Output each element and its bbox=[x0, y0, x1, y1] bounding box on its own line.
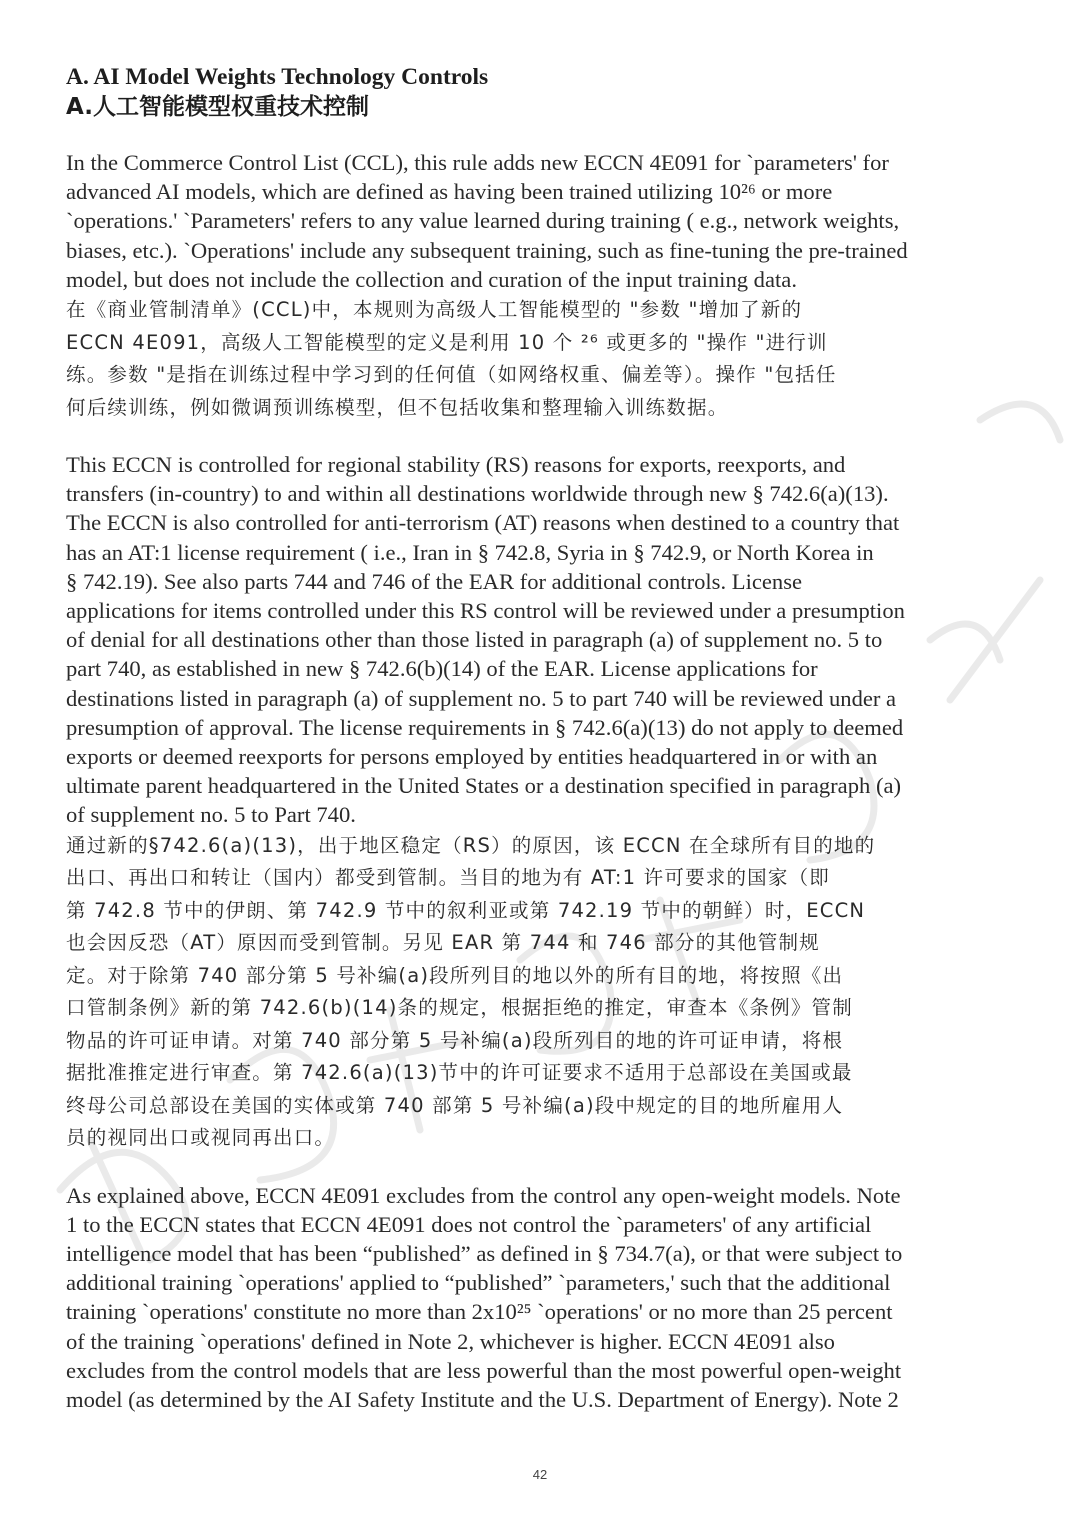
text-line: ECCN 4E091，高级人工智能模型的定义是利用 10 个 ²⁶ 或更多的 "操作 "进行训 bbox=[66, 330, 828, 354]
text-line: 员的视同出口或视同再出口。 bbox=[66, 1126, 336, 1150]
text-line: 练。参数 "是指在训练过程中学习到的任何值（如网络权重、偏差等）。操作 "包括任 bbox=[66, 363, 837, 387]
text-line: model (as determined by the AI Safety Institute and the U.S. Department of Energy). Note 2 bbox=[66, 1387, 899, 1413]
text-line: 通过新的§742.6(a)(13)，出于地区稳定（RS）的原因，该 ECCN 在全球所有目的地的 bbox=[66, 833, 876, 857]
text-line: 在《商业管制清单》(CCL)中，本规则为高级人工智能模型的 "参数 "增加了新的 bbox=[66, 298, 803, 322]
section-heading-english: A. AI Model Weights Technology Controls bbox=[66, 64, 489, 90]
paragraph-1-english bbox=[66, 148, 1016, 294]
text-line: exports or deemed reexports for persons employed by entities headquartered in or with an bbox=[66, 744, 878, 770]
paragraph-1-chinese bbox=[66, 294, 1016, 424]
text-line: The ECCN is also controlled for anti-terrorism (AT) reasons when destined to a country that bbox=[66, 510, 900, 536]
text-line: In the Commerce Control List (CCL), this rule adds new ECCN 4E091 for `parameters' for bbox=[66, 150, 889, 175]
text-line: 第 742.8 节中的伊朗、第 742.9 节中的叙利亚或第 742.19 节中的朝鲜）时，ECCN bbox=[66, 898, 866, 922]
text-line: training `operations' constitute no more than 2x10²⁵ `operations' or no more than 25 percent bbox=[66, 1299, 893, 1325]
paragraph-2-chinese bbox=[66, 830, 1016, 1155]
text-line: 1 to the ECCN states that ECCN 4E091 does not control the `parameters' of any artificial bbox=[66, 1211, 872, 1237]
text-line: presumption of approval. The license requirements in § 742.6(a)(13) do not apply to deemed bbox=[66, 714, 904, 740]
paragraph-2-english bbox=[66, 450, 1016, 830]
text-line: 据批准推定进行审查。第 742.6(a)(13)节中的许可证要求不适用于总部设在美国或最 bbox=[66, 1061, 853, 1085]
text-line: This ECCN is controlled for regional stability (RS) reasons for exports, reexports, and bbox=[66, 452, 846, 478]
text-line: destinations listed in paragraph (a) of supplement no. 5 to part 740 will be reviewed under a bbox=[66, 685, 897, 711]
text-line: of denial for all destinations other than those listed in paragraph (a) of supplement no. 5 to bbox=[66, 627, 883, 653]
text-line: of supplement no. 5 to Part 740. bbox=[66, 802, 356, 828]
text-line: additional training `operations' applied to “published” `parameters,' such that the additional bbox=[66, 1270, 891, 1296]
paragraph-3-english bbox=[66, 1181, 1016, 1415]
text-line: 物品的许可证申请。对第 740 部分第 5 号补编(a)段所列目的地的许可证申请，将根 bbox=[66, 1028, 844, 1052]
text-line: part 740, as established in new § 742.6(b)(14) of the EAR. License applications for bbox=[66, 656, 818, 682]
text-line: 定。对于除第 740 部分第 5 号补编(a)段所列目的地以外的所有目的地，将按照《出 bbox=[66, 963, 844, 987]
text-line: `operations.' `Parameters' refers to any value learned during training ( e.g., network weights, bbox=[66, 208, 900, 234]
text-line: biases, etc.). `Operations' include any subsequent training, such as fine-tuning the pre-trained bbox=[66, 237, 908, 263]
text-line: model, but does not include the collection and curation of the input training data. bbox=[66, 266, 797, 292]
text-line: intelligence model that has been “published” as defined in § 734.7(a), or that were subject to bbox=[66, 1241, 903, 1267]
page-number: 42 bbox=[532, 1467, 548, 1482]
text-line: 出口、再出口和转让（国内）都受到管制。当目的地为有 AT:1 许可要求的国家（即 bbox=[66, 866, 830, 890]
text-line: has an AT:1 license requirement ( i.e., Iran in § 742.8, Syria in § 742.9, or North Korea in bbox=[66, 539, 874, 565]
text-line: § 742.19). See also parts 744 and 746 of the EAR for additional controls. License bbox=[66, 568, 803, 594]
paragraph-1 bbox=[66, 148, 1016, 424]
text-line: 也会因反恐（AT）原因而受到管制。另见 EAR 第 744 和 746 部分的其他管制规 bbox=[66, 931, 820, 955]
document-page bbox=[66, 62, 1016, 1440]
paragraph-2 bbox=[66, 450, 1016, 1155]
text-line: transfers (in-country) to and within all destinations worldwide through new § 742.6(a)(13). bbox=[66, 481, 889, 507]
text-line: excludes from the control models that are less powerful than the most powerful open-weight bbox=[66, 1357, 902, 1383]
text-line: of the training `operations' defined in Note 2, whichever is higher. ECCN 4E091 also bbox=[66, 1328, 835, 1354]
section-heading-chinese: A.人工智能模型权重技术控制 bbox=[66, 94, 369, 120]
text-line: advanced AI models, which are defined as having been trained utilizing 10²⁶ or more bbox=[66, 179, 833, 205]
text-line: 终母公司总部设在美国的实体或第 740 部第 5 号补编(a)段中规定的目的地所雇用人 bbox=[66, 1093, 844, 1117]
paragraph-3 bbox=[66, 1181, 1016, 1415]
text-line: As explained above, ECCN 4E091 excludes from the control any open-weight models. Note bbox=[66, 1182, 901, 1208]
text-line: 何后续训练，例如微调预训练模型，但不包括收集和整理输入训练数据。 bbox=[66, 395, 729, 419]
text-line: ultimate parent headquartered in the United States or a destination specified in paragraph (a) bbox=[66, 773, 902, 799]
text-line: applications for items controlled under this RS control will be reviewed under a presumption bbox=[66, 598, 905, 624]
text-line: 口管制条例》新的第 742.6(b)(14)条的规定，根据拒绝的推定，审查本《条例》管制 bbox=[66, 996, 853, 1020]
